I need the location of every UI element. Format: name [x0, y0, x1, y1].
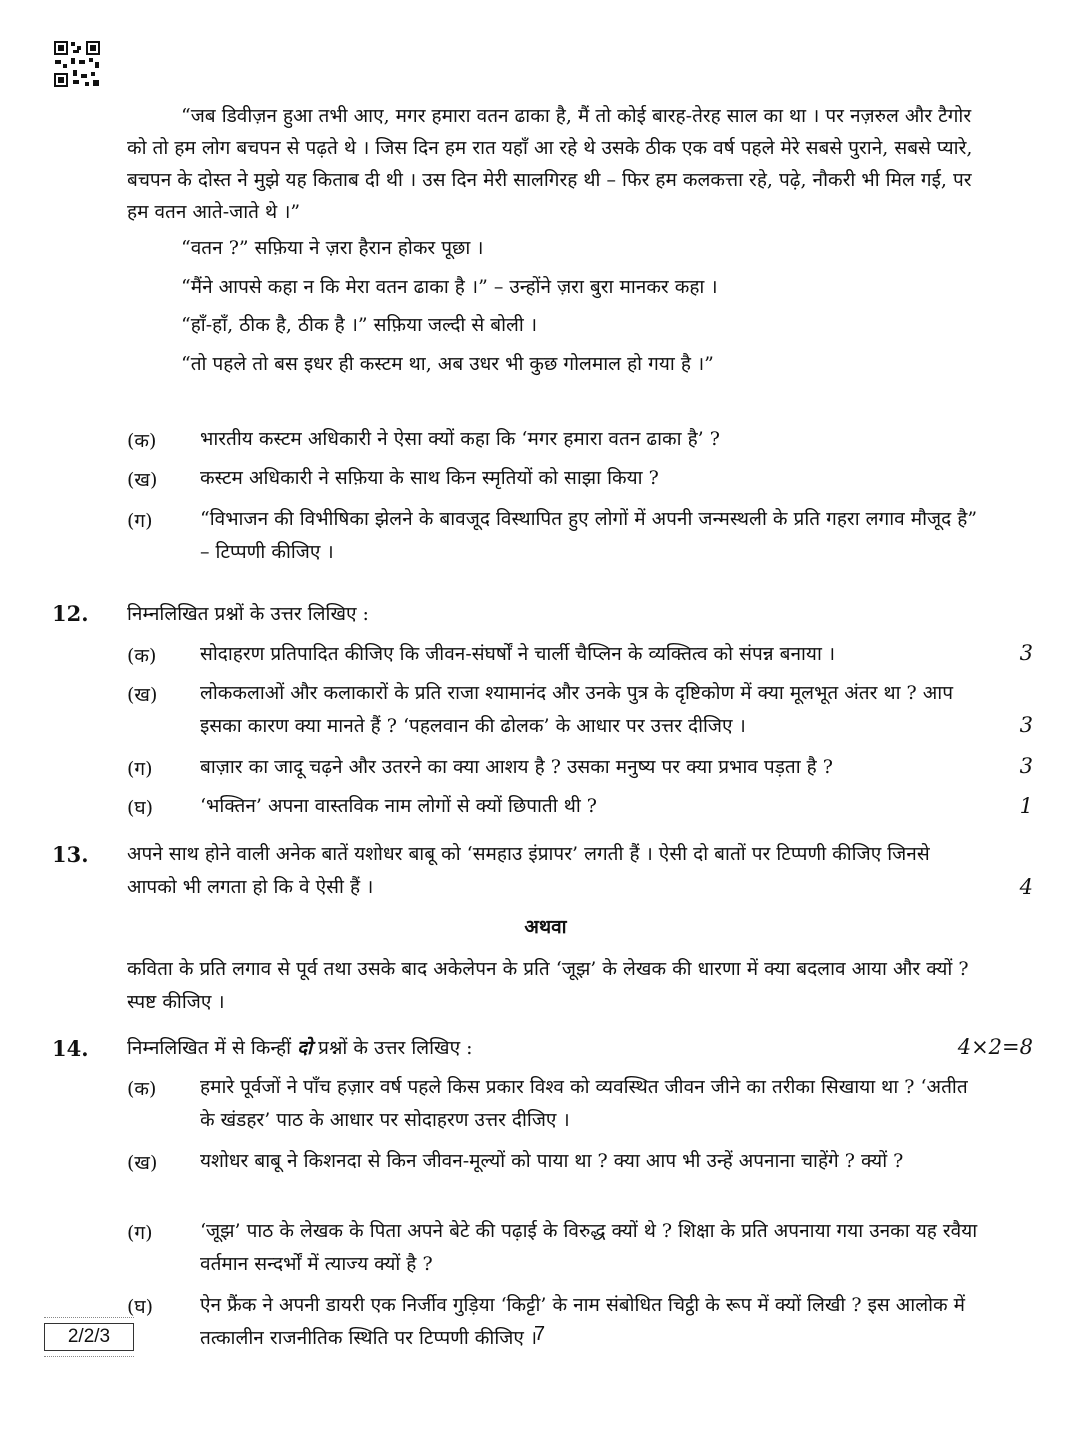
subquestion-label: (क) [127, 1078, 157, 1100]
subquestion-text: “विभाजन की विभीषिका झेलने के बावजूद विस्थापित हुए लोगों में अपनी जन्मस्थली के प्रति गहरा लगाव मौजूद है” – टिप्पणी कीजिए । [200, 508, 978, 563]
question-number: 12. [52, 601, 89, 626]
marks: 1 [1019, 794, 1033, 818]
intro-text: प्रश्नों के उत्तर लिखिए : [312, 1037, 473, 1059]
marks: 3 [1019, 754, 1033, 778]
marks: 4 [1019, 875, 1033, 899]
subquestion-text: सोदाहरण प्रतिपादित कीजिए कि जीवन-संघर्षों ने चार्ली चैप्लिन के व्यक्तित्व को संपन्न बनाया । [200, 643, 836, 665]
subquestion-label: (ख) [127, 1152, 158, 1174]
alternative-question: कविता के प्रति लगाव से पूर्व तथा उसके बाद अकेलेपन के प्रति ‘जूझ’ के लेखक की धारणा में क्या बदलाव आया और क्यों ? स्पष्ट कीजिए । [127, 958, 969, 1013]
passage-line: “हाँ-हाँ, ठीक है, ठीक है ।” सफ़िया जल्दी से बोली । [181, 314, 538, 336]
subquestion-label: (घ) [127, 797, 154, 819]
subquestion-text: यशोधर बाबू ने किशनदा से किन जीवन-मूल्यों को पाया था ? क्या आप भी उन्हें अपनाना चाहेंगे ? क्यों ? [200, 1150, 904, 1172]
subquestion-label: (क) [127, 645, 157, 667]
subquestion-text: ‘जूझ’ पाठ के लेखक के पिता अपने बेटे की पढ़ाई के विरुद्ध क्यों थे ? शिक्षा के प्रति अपनाया गया उनका यह रवैया वर्तमान सन्दर्भों में त्याज्य क्यों है ? [200, 1220, 978, 1275]
subquestion-text: लोककलाओं और कलाकारों के प्रति राजा श्यामानंद और उनके पुत्र के दृष्टिकोण में क्या मूलभूत अंतर था ? आप इसका कारण क्या मानते हैं ? ‘पहलवान की ढोलक’ के आधार पर उत्तर दीजिए । [200, 682, 953, 737]
subquestion-text: कस्टम अधिकारी ने सफ़िया के साथ किन स्मृतियों को साझा किया ? [200, 467, 659, 489]
passage-line: “तो पहले तो बस इधर ही कस्टम था, अब उधर भी कुछ गोलमाल हो गया है ।” [181, 353, 714, 375]
intro-text: निम्नलिखित में से किन्हीं [127, 1037, 298, 1059]
passage-line: “मैंने आपसे कहा न कि मेरा वतन ढाका है ।” – उन्होंने ज़रा बुरा मानकर कहा । [181, 276, 718, 298]
subquestion-label: (ग) [127, 510, 153, 532]
marks: 3 [1019, 713, 1033, 737]
subquestion-label: (ख) [127, 469, 158, 491]
or-divider: अथवा [524, 916, 567, 938]
passage-paragraph: “जब डिवीज़न हुआ तभी आए, मगर हमारा वतन ढाका है, मैं तो कोई बारह-तेरह साल का था । पर नज़रुल और टैगोर को तो हम लोग बचपन से पढ़ते थे । जिस दिन हम रात यहाँ आ रहे थे उसके ठीक एक वर्ष पहले मेरे सबसे पुराने, सबसे प्यारे, बचपन के दोस्त ने मुझे यह किताब दी थी । उस दिन मेरी सालगिरह थी – फिर हम कलकत्ता रहे, पढ़े, नौकरी भी मिल गई, पर हम वतन आते-जाते थे ।” [127, 105, 973, 223]
subquestion-label: (ख) [127, 684, 158, 706]
marks: 3 [1019, 641, 1033, 665]
paper-code: 2/2/3 [44, 1323, 134, 1351]
subquestion-text: ‘भक्तिन’ अपना वास्तविक नाम लोगों से क्यों छिपाती थी ? [200, 795, 597, 817]
question-text: अपने साथ होने वाली अनेक बातें यशोधर बाबू को ‘समहाउ इंप्रापर’ लगती हैं । ऐसी दो बातों पर टिप्पणी कीजिए जिनसे आपको भी लगता हो कि वे ऐसी हैं । [127, 843, 930, 898]
intro-emphasis: दो [297, 1037, 313, 1059]
subquestion-label: (क) [127, 430, 157, 452]
passage-line: “वतन ?” सफ़िया ने ज़रा हैरान होकर पूछा । [181, 237, 484, 259]
subquestion-label: (ग) [127, 1222, 153, 1244]
subquestion-text: भारतीय कस्टम अधिकारी ने ऐसा क्यों कहा कि ‘मगर हमारा वतन ढाका है’ ? [200, 428, 720, 450]
question-intro: निम्नलिखित प्रश्नों के उत्तर लिखिए : [127, 603, 369, 625]
qr-code-icon [53, 40, 101, 88]
question-intro [127, 1032, 987, 1065]
code-divider [44, 1356, 134, 1363]
page-number: 7 [534, 1323, 546, 1345]
subquestion-label: (घ) [127, 1296, 154, 1318]
subquestion-text: बाज़ार का जादू चढ़ने और उतरने का क्या आशय है ? उसका मनुष्य पर क्या प्रभाव पड़ता है ? [200, 756, 833, 778]
question-number: 13. [52, 842, 89, 867]
subquestion-text: हमारे पूर्वजों ने पाँच हज़ार वर्ष पहले किस प्रकार विश्व को व्यवस्थित जीवन जीने का तरीका सिखाया था ? ‘अतीत के खंडहर’ पाठ के आधार पर सोदाहरण उत्तर दीजिए । [200, 1076, 968, 1131]
subquestion-label: (ग) [127, 758, 153, 780]
subquestion-text: ऐन फ्रैंक ने अपनी डायरी एक निर्जीव गुड़िया ‘किट्टी’ के नाम संबोधित चिट्ठी के रूप में क्यों लिखी ? इस आलोक में तत्कालीन राजनीतिक स्थिति पर टिप्पणी कीजिए । [200, 1294, 966, 1349]
marks: 4×2=8 [957, 1035, 1033, 1059]
question-number: 14. [52, 1036, 89, 1061]
